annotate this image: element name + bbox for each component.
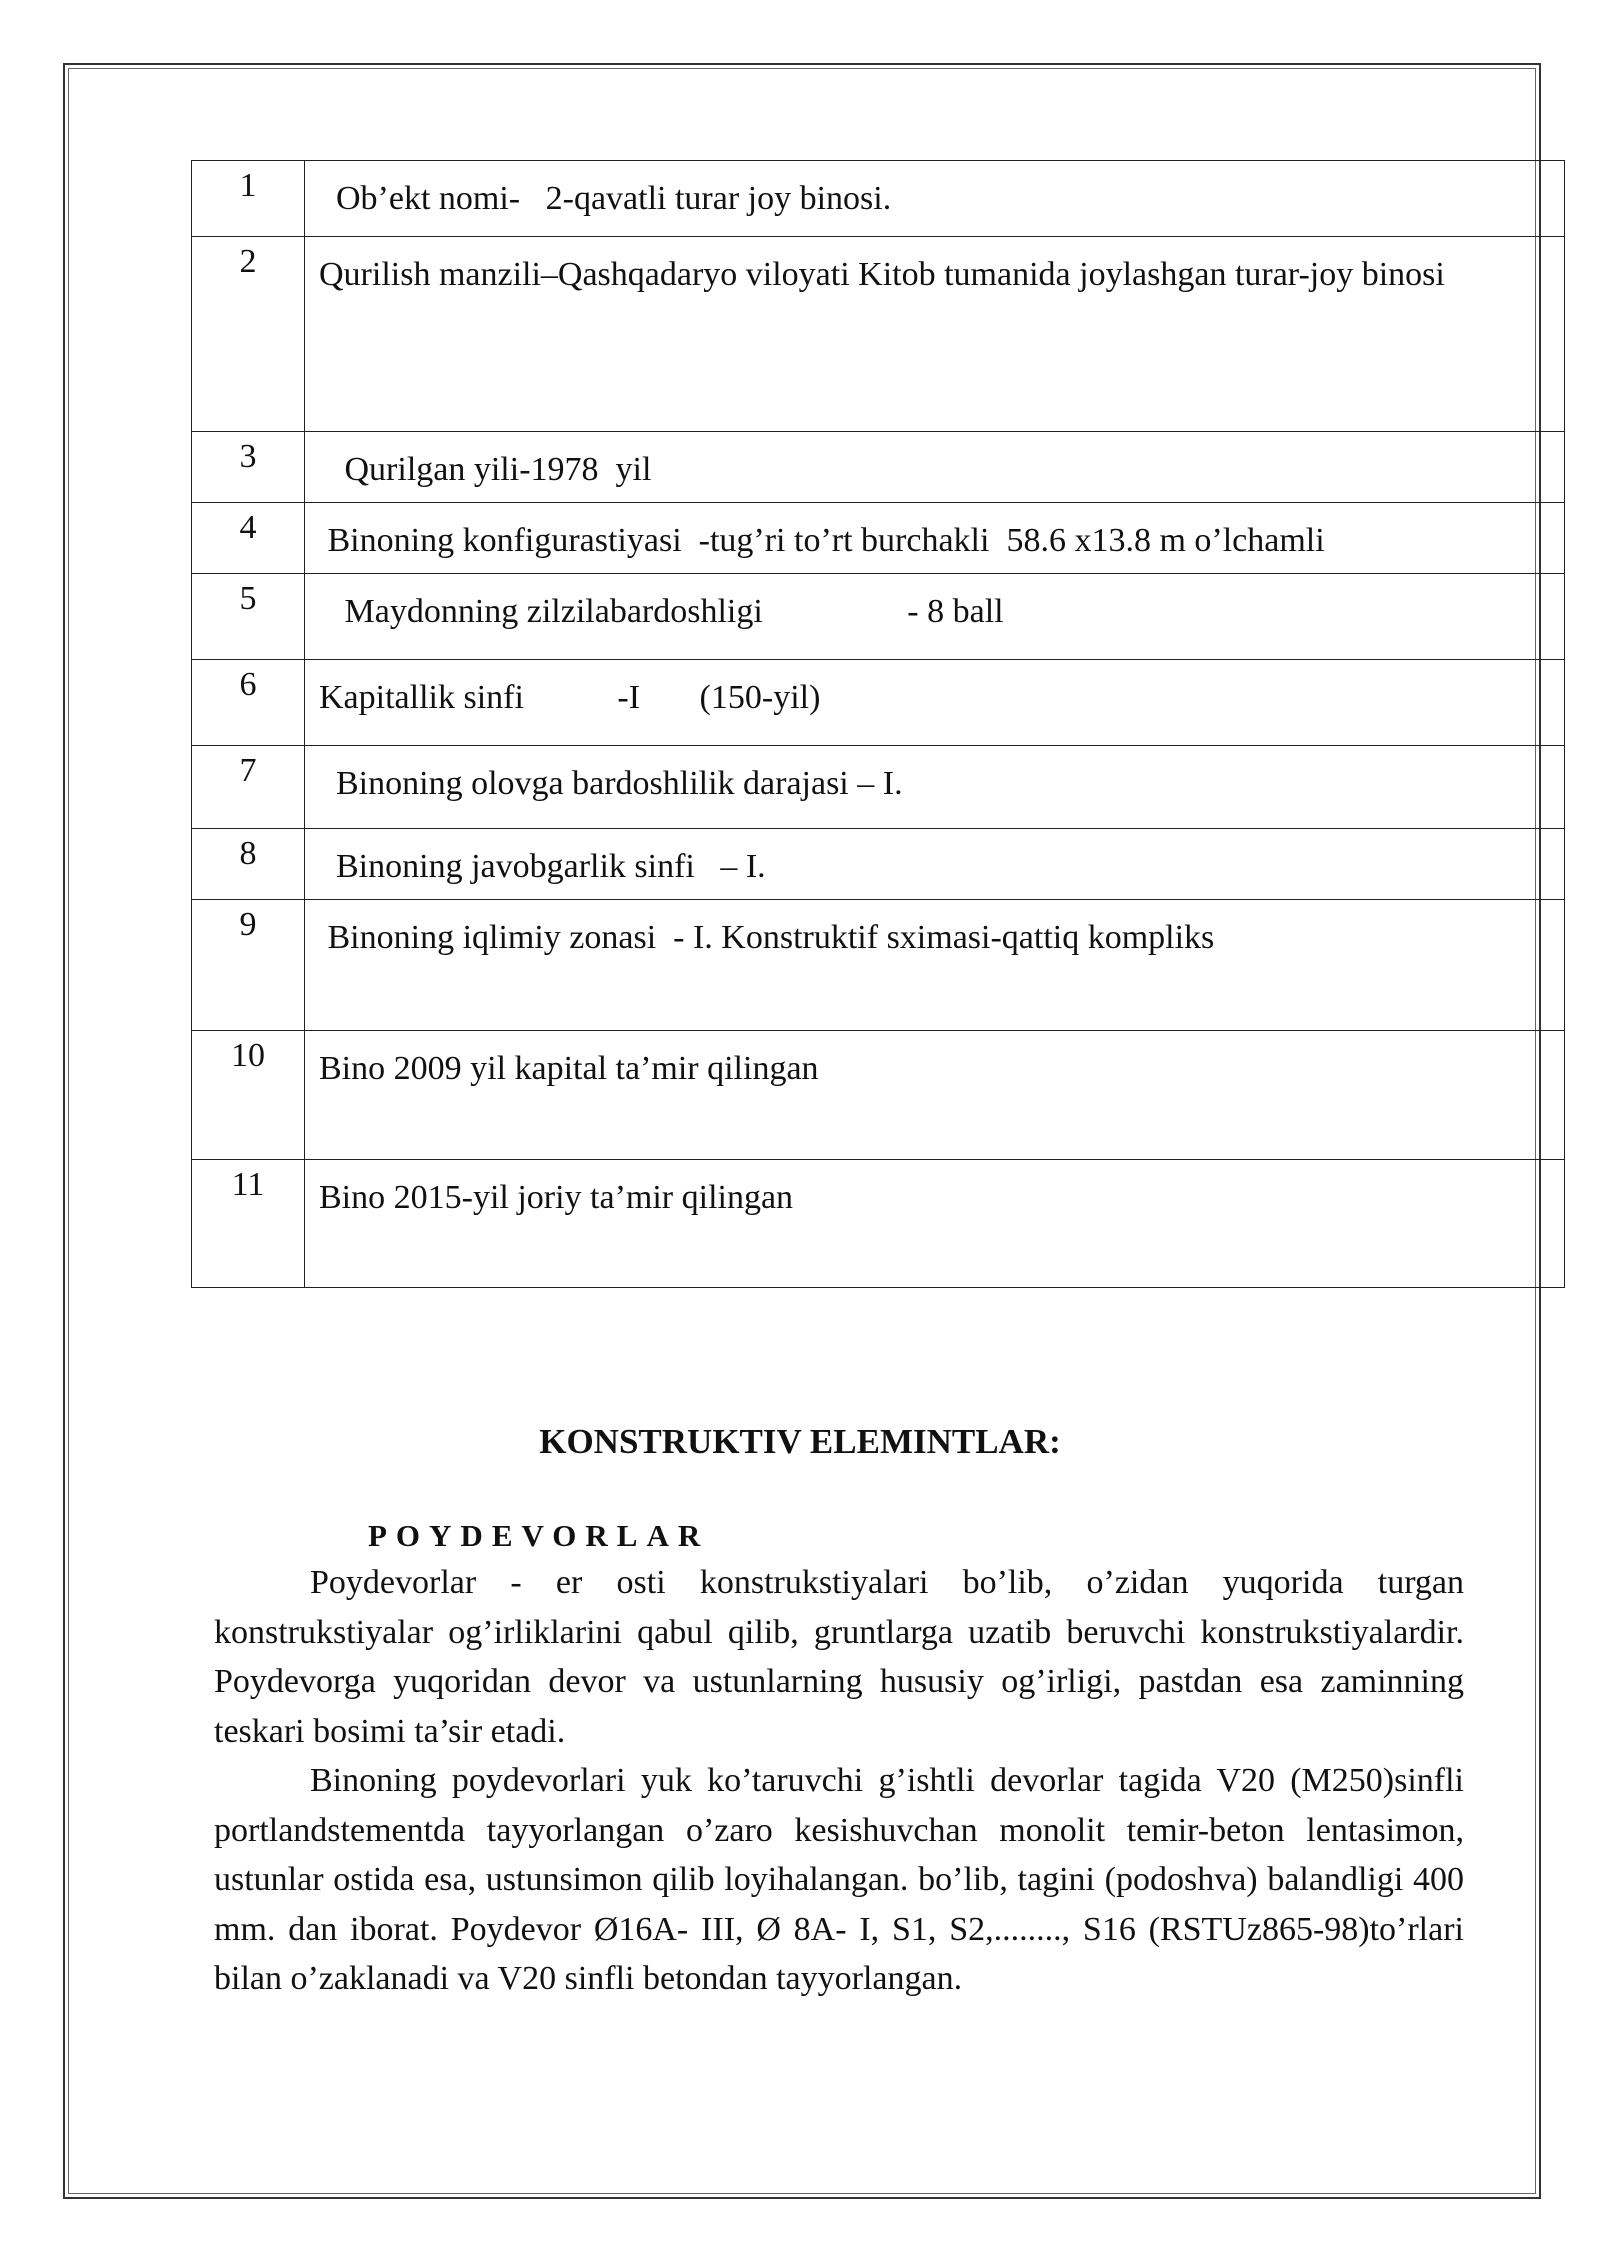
table-row bbox=[192, 900, 1565, 1031]
row-text: Binoning iqlimiy zonasi - I. Konstruktif sximasi-qattiq kompliks bbox=[305, 900, 1565, 1031]
building-info-table bbox=[191, 160, 1565, 1288]
body-text bbox=[214, 1558, 1464, 2004]
table-row bbox=[192, 1031, 1565, 1160]
row-text: Bino 2015-yil joriy ta’mir qilingan bbox=[305, 1160, 1565, 1288]
row-text: Bino 2009 yil kapital ta’mir qilingan bbox=[305, 1031, 1565, 1160]
row-number: 5 bbox=[192, 574, 305, 660]
row-number: 6 bbox=[192, 660, 305, 746]
table-row bbox=[192, 237, 1565, 432]
paragraph: Binoning poydevorlari yuk ko’taruvchi g’ishtli devorlar tagida V20 (M250)sinfli portlandstementda tayyorlangan o’zaro kesishuvchan monolit temir-beton lentasimon, ustunlar ostida esa, ustunsimon qilib loyihalangan. bo’lib, tagini (podoshva) balandligi 400 mm. dan iborat. Poydevor Ø16A- III, Ø 8A- I, S1, S2,........, S16 (RSTUz865-98)to’rlari bilan o’zaklanadi va V20 sinfli betondan tayyorlangan. bbox=[214, 1762, 1464, 1997]
table-row bbox=[192, 432, 1565, 503]
row-text: Binoning javobgarlik sinfi – I. bbox=[305, 829, 1565, 900]
table-row bbox=[192, 161, 1565, 237]
table-row bbox=[192, 1160, 1565, 1288]
row-number: 3 bbox=[192, 432, 305, 503]
row-text: Ob’ekt nomi- 2-qavatli turar joy binosi. bbox=[305, 161, 1565, 237]
row-number: 10 bbox=[192, 1031, 305, 1160]
row-number: 2 bbox=[192, 237, 305, 432]
row-number: 8 bbox=[192, 829, 305, 900]
table-row bbox=[192, 574, 1565, 660]
row-number: 7 bbox=[192, 746, 305, 829]
table-row bbox=[192, 503, 1565, 574]
table-row bbox=[192, 829, 1565, 900]
row-text: Maydonning zilzilabardoshligi - 8 ball bbox=[305, 574, 1565, 660]
row-text: Binoning konfigurastiyasi -tug’ri to’rt burchakli 58.6 x13.8 m o’lchamli bbox=[305, 503, 1565, 574]
row-text: Kapitallik sinfi -I (150-yil) bbox=[305, 660, 1565, 746]
subsection-heading: POYDEVORLAR bbox=[368, 1518, 710, 1553]
row-number: 4 bbox=[192, 503, 305, 574]
row-number: 11 bbox=[192, 1160, 305, 1288]
section-heading: KONSTRUKTIV ELEMINTLAR: bbox=[539, 1422, 1061, 1461]
table-row bbox=[192, 660, 1565, 746]
row-text: Qurilish manzili–Qashqadaryo viloyati Kitob tumanida joylashgan turar-joy binosi bbox=[305, 237, 1565, 432]
row-text: Qurilgan yili-1978 yil bbox=[305, 432, 1565, 503]
row-number: 1 bbox=[192, 161, 305, 237]
row-number: 9 bbox=[192, 900, 305, 1031]
row-text: Binoning olovga bardoshlilik darajasi – I. bbox=[305, 746, 1565, 829]
table-row bbox=[192, 746, 1565, 829]
paragraph: Poydevorlar - er osti konstrukstiyalari bo’lib, o’zidan yuqorida turgan konstrukstiyalar og’irliklarini qabul qilib, gruntlarga uzatib beruvchi konstrukstiyalardir. Poydevorga yuqoridan devor va ustunlarning hususiy og’irligi, pastdan esa zaminning teskari bosimi ta’sir etadi. bbox=[214, 1564, 1464, 1750]
